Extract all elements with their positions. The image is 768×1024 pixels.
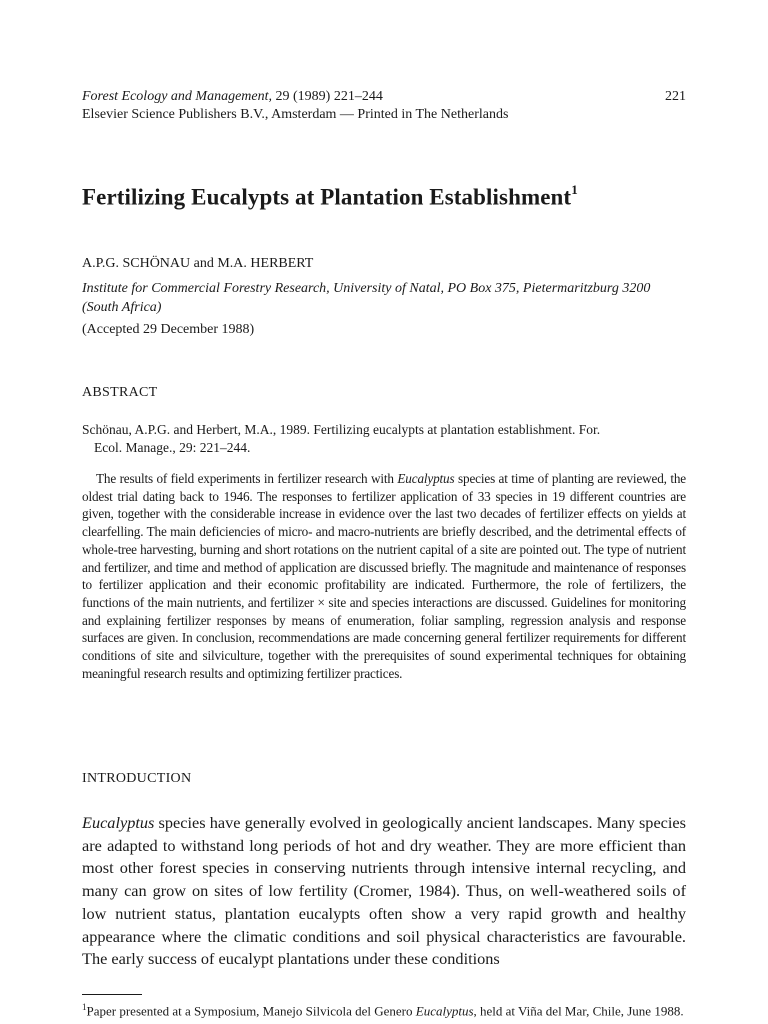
publisher-line: Elsevier Science Publishers B.V., Amsterdam — Printed in The Netherlands [82, 107, 509, 122]
introduction-body [82, 812, 686, 971]
intro-text: species have generally evolved in geologically ancient landscapes. Many species are adapted to withstand long periods of hot and dry weather. They are more efficient than most other forest species in conserving nutrients through intensive internal recycling, and many can grow on sites of low fertility (Cromer, 1984). Thus, on well-weathered soils of low nutrient status, plantation eucalypts often show a very rapid growth and healthy appearance where the climatic conditions and soil physical characteristics are favourable. The early success of eucalypt plantations under these conditions [82, 813, 686, 969]
abstract-heading: ABSTRACT [82, 385, 158, 400]
footnote-marker: 1 [82, 1002, 87, 1012]
page-number: 221 [665, 89, 686, 104]
citation-line-1: Schönau, A.P.G. and Herbert, M.A., 1989. Fertilizing eucalypts at plantation establishment. For. [82, 422, 601, 437]
introduction-heading: INTRODUCTION [82, 771, 192, 786]
journal-name: Forest Ecology and Management, [82, 89, 272, 104]
title-footnote-marker: 1 [571, 182, 578, 197]
affiliation: Institute for Commercial Forestry Research, University of Natal, PO Box 375, Pietermaritzburg 3200 (South Africa) [82, 281, 651, 315]
article-title [82, 184, 578, 211]
abstract-genus: Eucalyptus [397, 471, 455, 486]
journal-page [82, 0, 686, 1024]
journal-volume-pages: 29 (1989) 221–244 [272, 89, 383, 104]
intro-genus: Eucalyptus [82, 813, 155, 832]
abstract-body [82, 470, 686, 682]
authors: A.P.G. SCHÖNAU and M.A. HERBERT [82, 256, 314, 271]
article-title-text: Fertilizing Eucalypts at Plantation Establishment [82, 184, 572, 210]
journal-citation-line [82, 88, 686, 106]
footnote-text-1: Paper presented at a Symposium, Manejo Silvicola del Genero [86, 1003, 416, 1019]
footnote-divider [82, 994, 142, 995]
citation-line-2: Ecol. Manage., 29: 221–244. [94, 440, 251, 455]
abstract-citation [82, 421, 686, 457]
footnote-genus: Eucalyptus [415, 1003, 474, 1019]
accepted-date: (Accepted 29 December 1988) [82, 322, 255, 337]
footnote-text-2: , held at Viña del Mar, Chile, June 1988. [473, 1003, 684, 1019]
abstract-text-2: species at time of planting are reviewed, the oldest trial dating back to 1946. The responses to fertilizer application of 33 species in 19 different countries are given, together with the considerable increase in evidence over the last two decades of fertilizer effects on yields at clearfelling. The main deficiencies of micro- and macro-nutrients are briefly described, and the detrimental effects of whole-tree harvesting, burning and short rotations on the nutrient capital of a site are pointed out. The type of nutrient and fertilizer, and time and method of application are discussed briefly. The magnitude and maintenance of responses to fertilizer application and their economic profitability are indicated. Furthermore, the role of fertilizers, the functions of the main nutrients, and fertilizer × site and species interactions are discussed. Guidelines for monitoring and explaining fertilizer responses by means of enumeration, foliar sampling, regression analysis and response surfaces are given. In conclusion, recommendations are made concerning general fertilizer requirements for different conditions of site and silviculture, together with the prerequisites of sound experimental techniques for obtaining meaningful research results and optimizing fertilizer practices. [82, 471, 686, 681]
abstract-text-1: The results of field experiments in fertilizer research with [96, 471, 398, 486]
footnote [82, 999, 686, 1019]
